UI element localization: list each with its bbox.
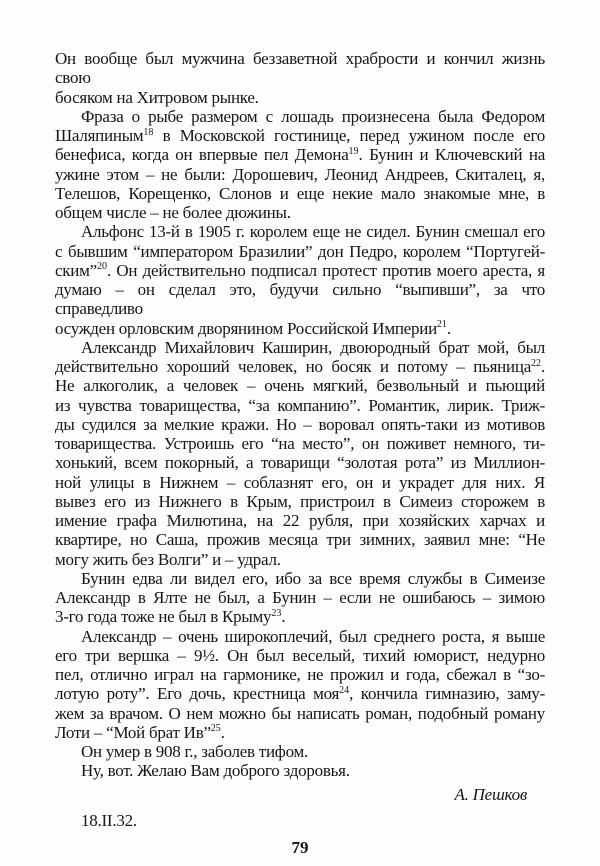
text-line (55, 704, 545, 723)
text-segment: квартире, но Саша, прожив месяца три зимних, заявил мне: “Не (55, 530, 545, 550)
signature: А. Пешков (454, 784, 527, 804)
footnote-reference: 21 (436, 319, 447, 330)
footnote-reference: 22 (531, 357, 541, 369)
text-line (55, 280, 545, 319)
text-segment: действительно хороший человек, но босяк и потому – пьяница (55, 357, 531, 376)
text-line (55, 184, 545, 203)
text-segment: Фраза о рыбе размером с лошадь произнесена была Федором (81, 106, 545, 126)
text-segment: могу жить без Волги” и – удрал. (55, 549, 281, 569)
text-line (55, 473, 545, 492)
text-line (55, 761, 545, 780)
text-segment: товарищества. Устроишь его “на место”, он поживет немного, ти- (55, 434, 545, 453)
text-line (55, 357, 545, 376)
text-segment: ды судился за мелкие кражи. Но – воровал опять-таки из мотивов (55, 414, 545, 434)
text-segment: Альфонс 13-й в 1905 г. королем еще не сидел. Бунин смешал его (81, 222, 545, 242)
text-segment: Лоти – “Мой брат Ив” (55, 722, 211, 742)
footnote-reference: 19 (348, 145, 359, 157)
page-number: 79 (291, 838, 309, 857)
text-segment: Он умер в 908 г., заболев тифом. (81, 742, 309, 761)
text-segment: . (541, 357, 545, 376)
text-line (55, 665, 545, 684)
text-line (55, 49, 545, 88)
text-segment: с бывшим “императором Бразилии” дон Педро, королем “Португей- (55, 241, 545, 261)
text-line (55, 646, 545, 665)
text-line (55, 550, 545, 569)
text-line (55, 126, 545, 145)
footnote-reference: 25 (210, 723, 221, 735)
text-segment: . (220, 722, 225, 742)
text-segment: Шаляпиным (55, 126, 144, 145)
text-segment: имение графа Милютина, на 22 рубля, при хозяйских харчах и (55, 511, 545, 530)
text-line (55, 338, 545, 357)
text-segment: . Он действительно подписал протест против моего ареста, я (106, 260, 545, 280)
text-segment: ной улицы в Нижнем – соблазнят его, он и украдет для них. Я (55, 472, 545, 492)
text-line (55, 396, 545, 415)
text-line (55, 511, 545, 530)
text-line (55, 376, 545, 395)
text-line (55, 492, 545, 511)
text-line (55, 145, 545, 164)
letter-body (55, 49, 545, 781)
text-segment: . Бунин и Ключевский на (358, 145, 545, 165)
text-line (55, 261, 545, 280)
text-segment: . (446, 318, 451, 338)
text-segment: 3-го года тоже не был в Крыму (55, 607, 272, 627)
text-segment: Бунин едва ли видел его, ибо за все время службы в Симеизе (81, 568, 545, 588)
text-segment: ужине этом – не были: Дорошевич, Леонид Андреев, Скиталец, я, (55, 164, 545, 184)
text-line (55, 530, 545, 549)
text-segment: Телешов, Корещенко, Слонов и еще некие мало знакомые мне, в (55, 183, 545, 203)
text-segment: вывез его из Нижнего в Крым, пристроил в Симеиз сторожем в (55, 491, 545, 511)
text-line (55, 88, 545, 107)
text-line (55, 242, 545, 261)
text-line (55, 742, 545, 761)
text-segment: бенефиса, когда он впервые пел Демона (55, 145, 349, 165)
text-segment: Александр в Ялте не был, а Бунин – если не ошибаюсь – зимою (55, 588, 545, 607)
text-segment: ским” (55, 260, 97, 280)
text-line (55, 107, 545, 126)
text-line (55, 434, 545, 453)
text-segment: Ну, вот. Желаю Вам доброго здоровья. (81, 761, 350, 781)
text-segment: пел, отлично играл на гармонике, не прожил и года, сбежал в “зо- (55, 665, 545, 684)
text-segment: жем за врачом. О нем можно бы написать роман, подобный роману (55, 703, 545, 723)
text-line (55, 319, 545, 338)
text-segment: Он вообще был мужчина беззаветной храбрости и кончил жизнь свою (55, 49, 545, 88)
text-segment: из чувства товарищества, “за компанию”. Романтик, лирик. Триж- (55, 395, 545, 415)
date-line: 18.II.32. (81, 810, 137, 830)
text-segment: Александр – очень широкоплечий, был среднего роста, я выше (81, 626, 545, 646)
text-segment: думаю – он сделал это, будучи сильно “выпивши”, за что справедливо (55, 280, 545, 319)
footnote-reference: 18 (143, 126, 154, 138)
text-line (55, 569, 545, 588)
text-line (55, 607, 545, 626)
text-line (55, 627, 545, 646)
text-line (55, 588, 545, 607)
text-segment: осужден орловским дворянином Российской Империи (55, 318, 437, 338)
text-segment: хонький, всем покорный, а товарищи “золотая рота” из Миллион- (55, 453, 545, 473)
text-segment: Александр Михайлович Каширин, двоюродный брат мой, был (81, 337, 545, 357)
text-line (55, 684, 545, 703)
text-line (55, 222, 545, 241)
text-line (55, 415, 545, 434)
footnote-reference: 20 (96, 261, 107, 273)
text-segment: Не алкоголик, а человек – очень мягкий, безвольный и пьющий (55, 376, 545, 396)
text-segment: в Московской гостинице, перед ужином после его (153, 126, 545, 145)
footnote-reference: 24 (339, 684, 350, 696)
text-segment: . (281, 607, 286, 627)
text-segment: его три вершка – 9½. Он был веселый, тихий юморист, недурно (55, 645, 545, 665)
text-line (55, 723, 545, 742)
text-segment: лотую роту”. Его дочь, крестница моя (55, 684, 340, 704)
text-line (55, 203, 545, 222)
letter-text-block (55, 49, 545, 857)
text-segment: босяком на Хитровом рынке. (55, 87, 259, 107)
footnote-reference: 23 (271, 607, 282, 619)
text-line (55, 453, 545, 472)
text-line (55, 165, 545, 184)
text-segment: общем числе – не более дюжины. (55, 203, 291, 222)
text-segment: , кончила гимназию, заму- (349, 684, 545, 704)
